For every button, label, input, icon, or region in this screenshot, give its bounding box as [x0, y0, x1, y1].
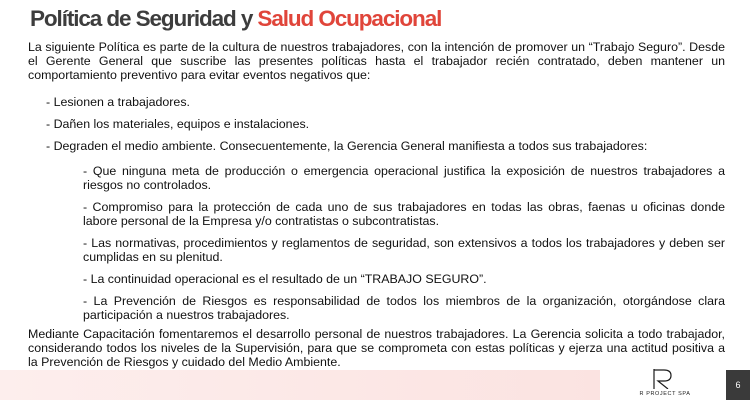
sub-list-item: - La continuidad operacional es el resultado de un “TRABAJO SEGURO”.	[83, 272, 487, 286]
sub-list-item: - La Prevención de Riesgos es responsabilidad de todos los miembros de la organización, otorgándose clara participación a nuestros trabajadores.	[83, 294, 725, 322]
company-logo-icon	[652, 369, 674, 389]
page-number: 6	[726, 370, 750, 400]
page-title	[30, 6, 441, 32]
sub-list-item: - Compromiso para la protección de cada uno de sus trabajadores en todas las obras, faenas u oficinas donde labore personal de la Empresa y/o contratistas o subcontratistas.	[83, 200, 725, 228]
title-accent-text: Salud Ocupacional	[257, 6, 442, 31]
outro-paragraph: Mediante Capacitación fomentaremos el desarrollo personal de nuestros trabajadores. La Gerencia solicita a todo trabajador, considerando todos los niveles de la Supervisión, para que se comprometa con estas políticas y ejerza una actitud positiva a la Prevención de Riesgos y cuidado del Medio Ambiente.	[28, 327, 725, 369]
sub-list-item: - Las normativas, procedimientos y reglamentos de seguridad, son extensivos a todos los trabajadores y deben ser cumplidas en su plenitud.	[83, 236, 725, 264]
footer-band	[0, 370, 600, 400]
sub-list-item: - Que ninguna meta de producción o emergencia operacional justifica la exposición de nuestros trabajadores a riesgos no controlados.	[83, 164, 725, 192]
intro-paragraph: La siguiente Política es parte de la cultura de nuestros trabajadores, con la intención de promover un “Trabajo Seguro”. Desde el Gerente General que suscribe las presentes políticas hasta el trabajador recién contratado, deben mantener un comportamiento preventivo para evitar eventos negativos que:	[28, 40, 725, 82]
title-main-text: Política de Seguridad y	[30, 6, 258, 31]
policy-content	[28, 40, 725, 369]
list-item: - Dañen los materiales, equipos e instalaciones.	[46, 117, 310, 131]
list-item: - Degraden el medio ambiente. Consecuentemente, la Gerencia General manifiesta a todos sus trabajadores:	[46, 139, 648, 153]
logo-text: R PROJECT SPA	[639, 391, 691, 397]
list-item: - Lesionen a trabajadores.	[46, 95, 190, 109]
